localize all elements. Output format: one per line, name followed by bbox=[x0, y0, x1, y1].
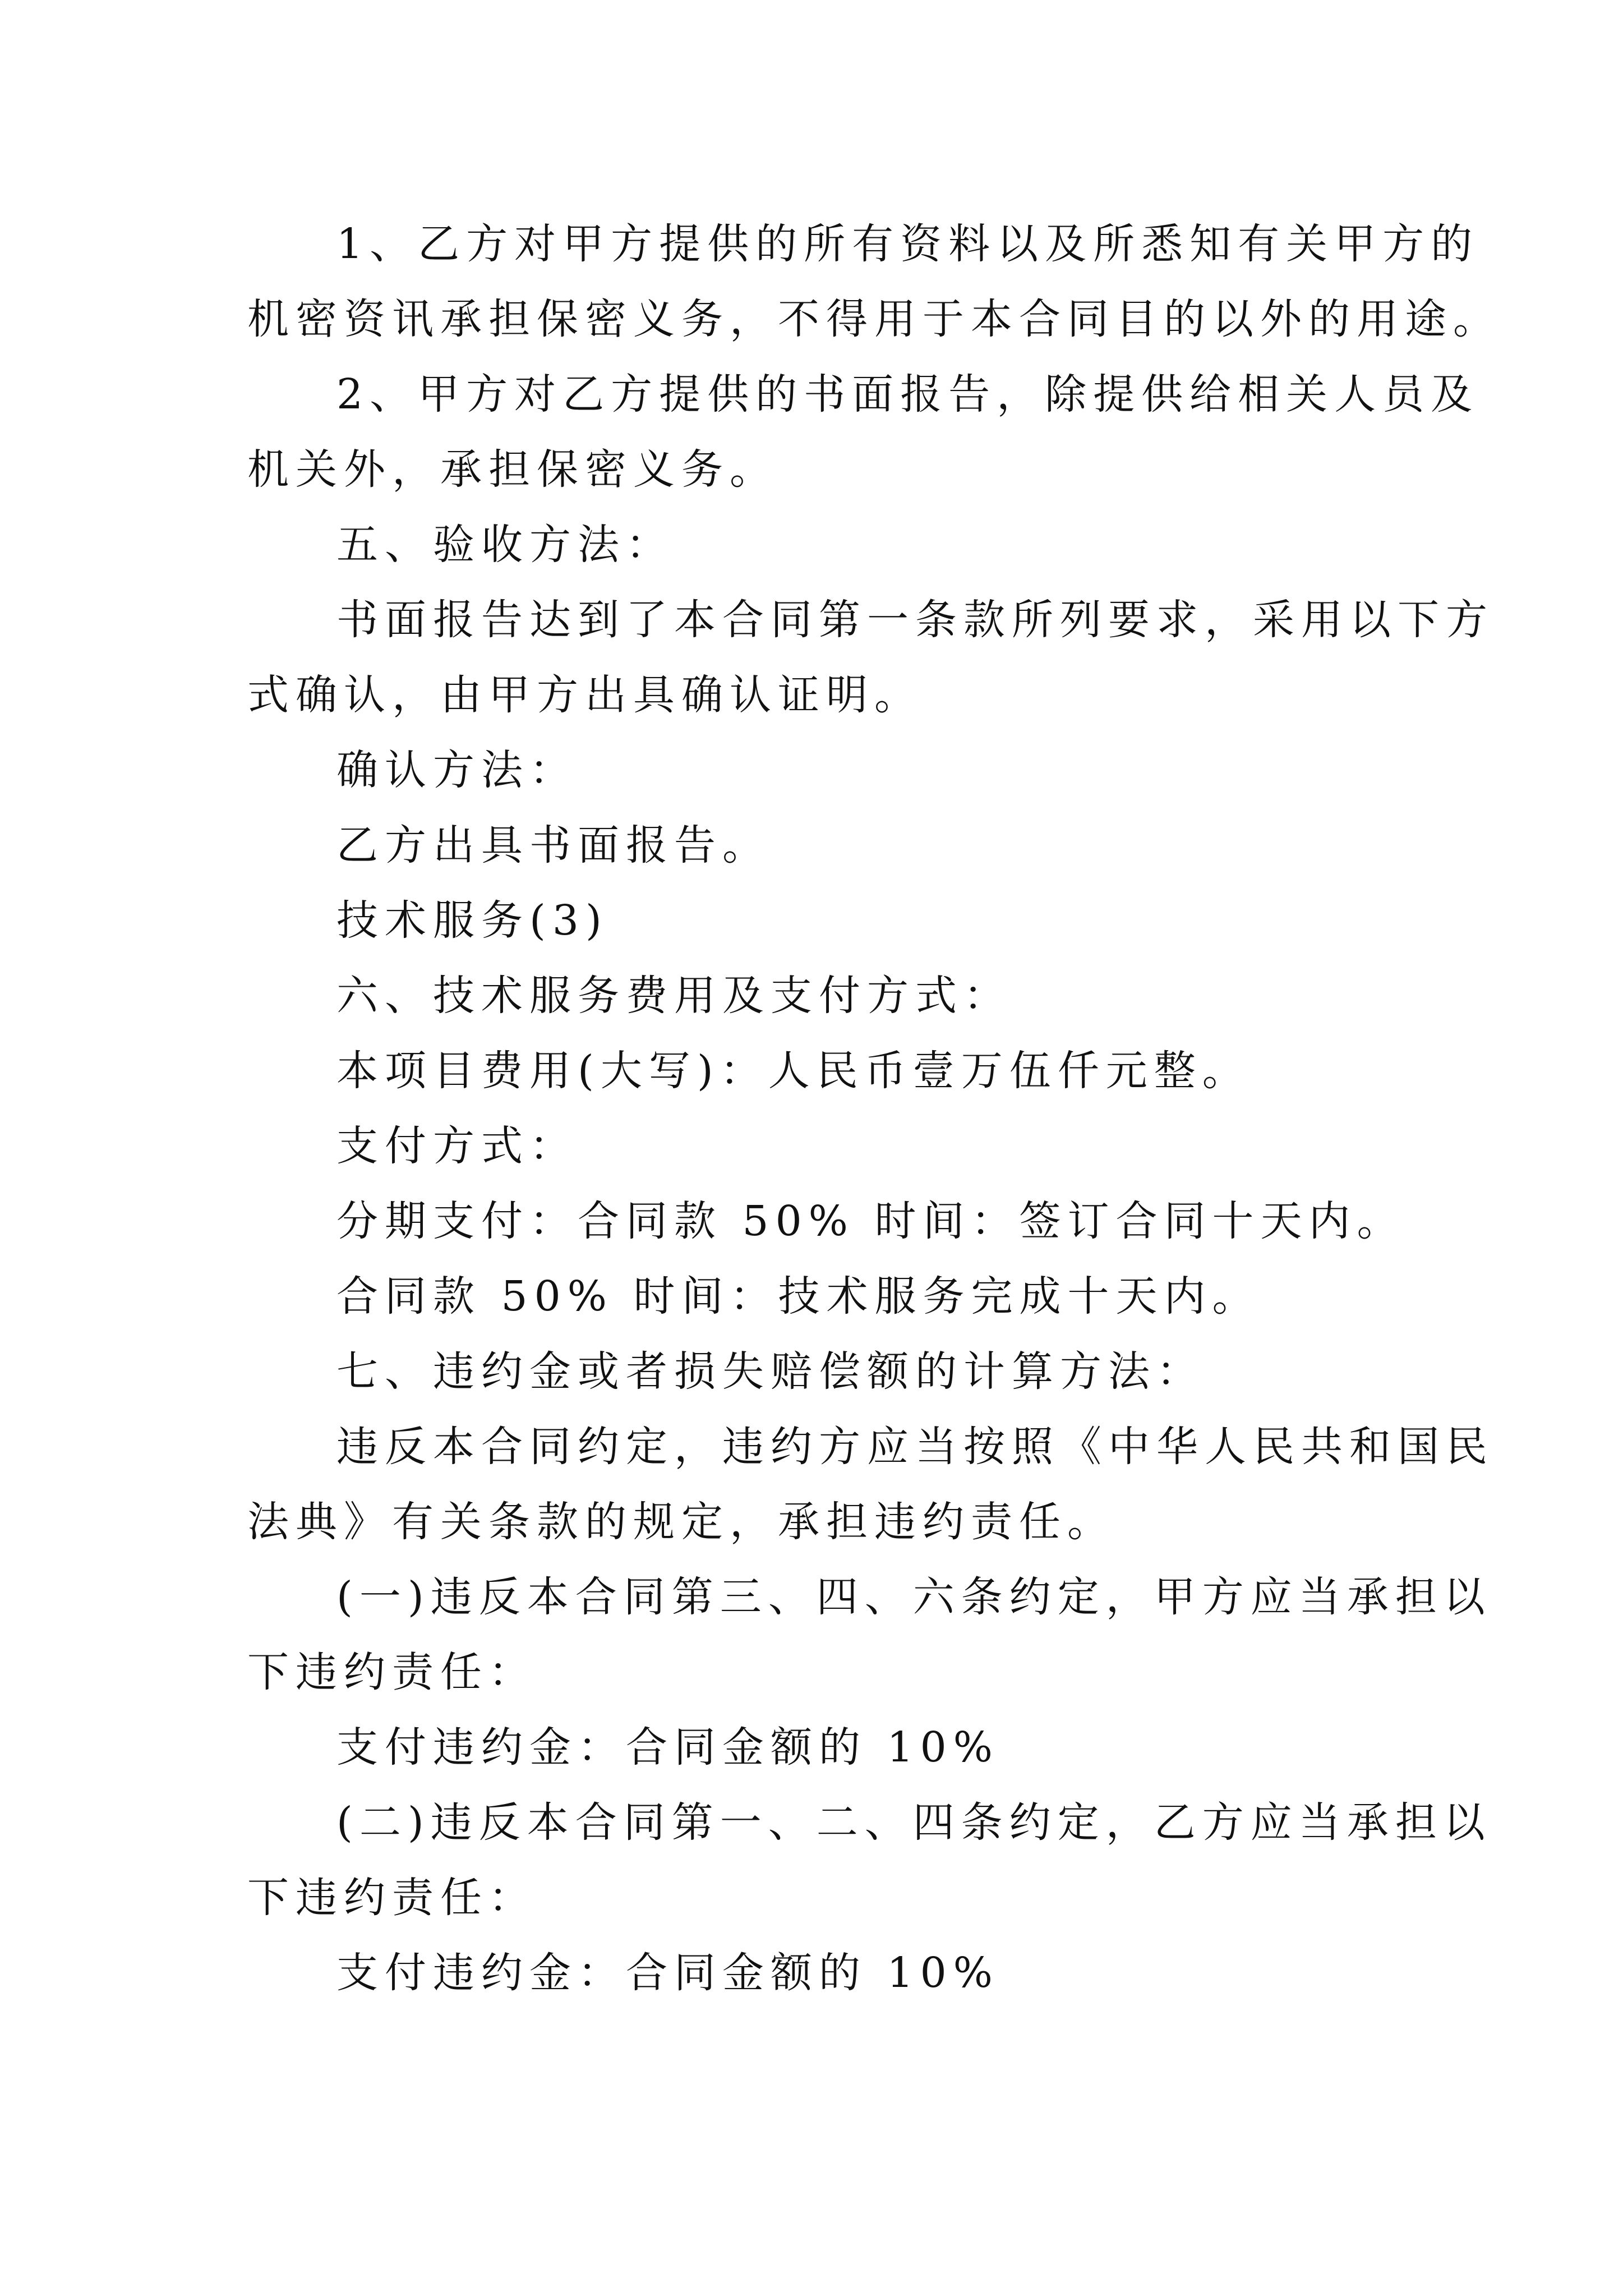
paragraph-line: 法典》有关条款的规定，承担违约责任。 bbox=[247, 1498, 1115, 1546]
paragraph-line: 1、乙方对甲方提供的所有资料以及所悉知有关甲方的 bbox=[336, 220, 1479, 268]
section-heading-acceptance: 五、验收方法： bbox=[336, 521, 674, 569]
paragraph-line: 下违约责任： bbox=[247, 1874, 537, 1922]
paragraph-line: 技术服务(3) bbox=[336, 896, 608, 945]
paragraph-line: 支付方式： bbox=[336, 1122, 578, 1170]
paragraph-line: 书面报告达到了本合同第一条款所列要求，采用以下方 bbox=[336, 596, 1494, 644]
paragraph-line: 2、甲方对乙方提供的书面报告，除提供给相关人员及 bbox=[336, 370, 1479, 418]
paragraph-line: 支付违约金：合同金额的 10% bbox=[336, 1723, 999, 1772]
paragraph-line: 式确认，由甲方出具确认证明。 bbox=[247, 671, 923, 719]
paragraph-line: 下违约责任： bbox=[247, 1648, 537, 1696]
paragraph-line: 本项目费用(大写)：人民币壹万伍仟元整。 bbox=[336, 1047, 1251, 1095]
section-heading-penalty: 七、违约金或者损失赔偿额的计算方法： bbox=[336, 1347, 1205, 1396]
section-heading-fees: 六、技术服务费用及支付方式： bbox=[336, 972, 1012, 1020]
paragraph-line: 支付违约金：合同金额的 10% bbox=[336, 1949, 999, 1997]
paragraph-line: 机关外，承担保密义务。 bbox=[247, 445, 778, 494]
paragraph-line: 机密资讯承担保密义务，不得用于本合同目的以外的用途。 bbox=[247, 295, 1501, 343]
paragraph-line: (一)违反本合同第三、四、六条约定，甲方应当承担以 bbox=[336, 1573, 1492, 1621]
paragraph-line: 确认方法： bbox=[336, 746, 578, 794]
paragraph-line: 乙方出具书面报告。 bbox=[336, 821, 771, 869]
paragraph-line: 分期支付：合同款 50% 时间：签订合同十天内。 bbox=[336, 1197, 1405, 1245]
paragraph-line: 合同款 50% 时间：技术服务完成十天内。 bbox=[336, 1272, 1261, 1320]
paragraph-line: 违反本合同约定，违约方应当按照《中华人民共和国民 bbox=[336, 1423, 1494, 1471]
paragraph-line: (二)违反本合同第一、二、四条约定，乙方应当承担以 bbox=[336, 1798, 1492, 1847]
